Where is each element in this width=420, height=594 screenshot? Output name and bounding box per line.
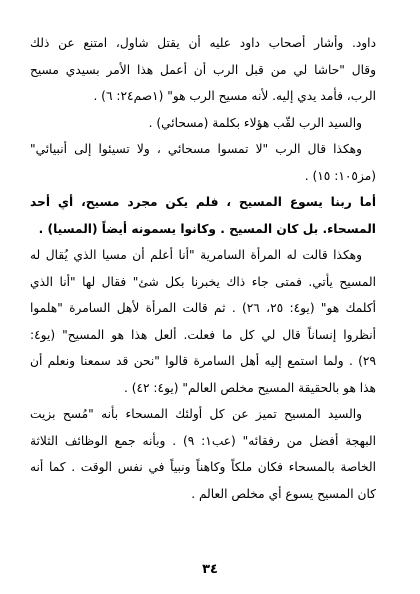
text-line: البهجة أفضل من رفقائه" (عب١: ٩) . وبأنه جمع الوظائف الثلاثة [30, 433, 376, 448]
text-line: (مز١٠٥: ١٥) . [304, 168, 376, 183]
text-line: ٢٩) . ولما استمع إليه أهل السامرة قالوا "نحن قد سمعنا ونعلم أن [30, 354, 376, 368]
text-line: المسحاء. بل كان المسيح . وكانوا يسمونه أيضاً (المسيا) . [38, 221, 376, 236]
text-line: الرب، فأمد يدي إليه. لأنه مسيح الرب هو" (١صم٢٤: ٦) . [93, 89, 376, 103]
text-line: والسيد المسيح تميز عن كل أولئك المسحاء بأنه "مُسح بزيت [30, 407, 362, 421]
text-line: الخاصة بالمسحاء فكان ملكاً وكاهناً ونبياً في نفس الوقت . كما أنه [30, 460, 376, 474]
text-line: والسيد الرب لقّب هؤلاء بكلمة (مسحائي) . [148, 115, 362, 130]
page-number: ٣٤ [202, 562, 218, 577]
text-line: وقال "حاشا لي من قبل الرب أن أعمل هذا الأمر بسيدي مسيح [30, 62, 376, 77]
text-line: وهكذا قالت له المرأة السامرية "أنا أعلم أن مسيا الذي يُقال له [30, 248, 362, 262]
text-line: هذا هو بالحقيقة المسيح مخلص العالم" (يو٤: ٤٢) . [123, 380, 376, 395]
text-line: كان المسيح يسوع أي مخلص العالم . [191, 486, 376, 501]
text-line: داود. وأشار أصحاب داود عليه أن يقتل شاول، امتنع عن ذلك [30, 36, 376, 50]
text-line: أكلمك هو" (يو٤: ٢٥، ٢٦) . ثم قالت المرأة لأهل السامرة "هلموا [30, 301, 376, 315]
text-line: أنظروا إنساناً قال لي كل ما فعلت. ألعل هذا هو المسيح" (يو٤: [30, 327, 376, 342]
text-line: المسيح يأتي. فمتى جاء ذاك يخبرنا بكل شئ" فقال لها "أنا الذي [30, 274, 376, 289]
text-line: أما ربنا يسوع المسيح ، فلم يكن مجرد مسيح، أي أحد [30, 195, 376, 209]
text-line: وهكذا قال الرب "لا تمسوا مسحائي ، ولا تسيئوا إلى أنبيائي" [30, 142, 362, 156]
